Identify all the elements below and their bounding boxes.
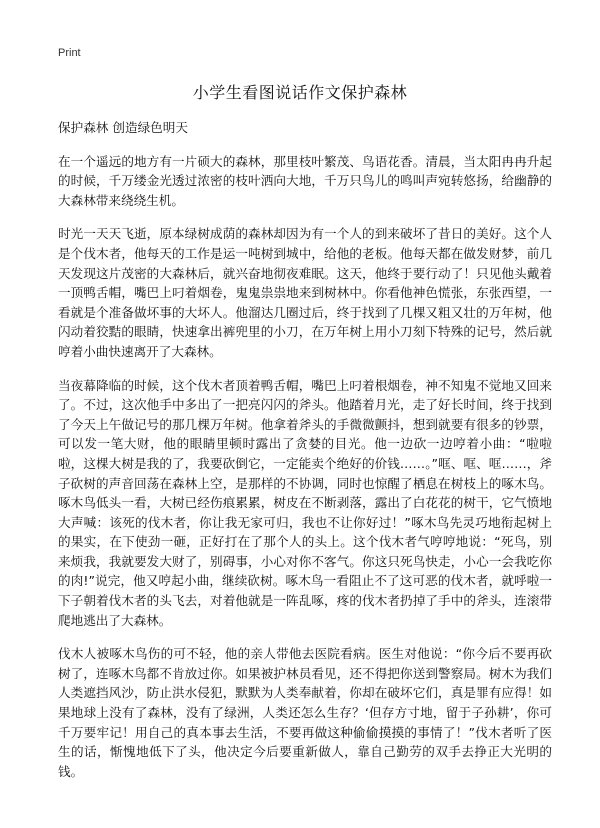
article-body: [58, 118, 552, 795]
page-title: 小学生看图说话作文保护森林: [192, 83, 408, 102]
article-paragraph: 当夜幕降临的时候，这个伐木者顶着鸭舌帽，嘴巴上叼着根烟卷，神不知鬼不觉地又回来了。不过，这次他手中多出了一把亮闪闪的斧头。他踏着月光，走了好长时间，终于找到了今天上午做记号的那几棵万年树。他拿着斧头的手微微颤抖，想到就要有很多的钞票，可以发一笔大财，他的眼睛里顿时露出了贪婪的目光。他一边砍一边哼着小曲：“啦啦啦，这棵大树是我的了，我要砍倒它，一定能卖个绝好的价钱……。”哐、哐、哐……，斧子砍树的声音回荡在森林上空，是那样的不协调，同时也惊醒了栖息在树枝上的啄木鸟。啄木鸟低头一看，大树已经伤痕累累，树皮在不断剥落，露出了白花花的树干，它气愤地大声喊：该死的伐木者，你让我无家可归，我也不让你好过！”啄木鸟先灵巧地衔起树上的果实，在下使劲一砸，正好打在了那个人的头上。这个伐木者气哼哼地说：“死鸟，别来烦我，我就要发大财了，别碍事，小心对你不客气。你这只死鸟快走，小心一会我吃你的肉!”说完，他又哼起小曲，继续砍树。啄木鸟一看阻止不了这可恶的伐木者，就呼啦一下子朝着伐木者的头飞去，对着他就是一阵乱啄，疼的伐木者扔掉了手中的斧头，连滚带爬地逃出了大森林。: [58, 377, 552, 628]
article-paragraph: 时光一天天飞逝，原本绿树成荫的森林却因为有一个人的到来破坏了昔日的美好。这个人是个伐木者，他每天的工作是运一吨树到城中，给他的老板。他每天都在做发财梦，前几天发现这片茂密的大森林后，就兴奋地彻夜难眠。这天，他终于要行动了！只见他头戴着一顶鸭舌帽，嘴巴上叼着烟卷，鬼鬼祟祟地来到树林中。你看他神色慌张，东张西望，一看就是个准备做坏事的大坏人。他溜达几圈过后，终于找到了几棵又粗又壮的万年树，他闪动着狡黠的眼睛，快速拿出裤兜里的小刀，在万年树上用小刀刻下特殊的记号，然后就哼着小曲快速离开了大森林。: [58, 226, 552, 359]
print-link[interactable]: Print: [58, 47, 81, 59]
article-subtitle: 保护森林 创造绿色明天: [58, 120, 188, 135]
article-paragraph: 伐木人被啄木鸟伤的可不轻，他的亲人带他去医院看病。医生对他说：“你今后不要再砍树了，连啄木鸟都不肯放过你。如果被护林员看见，还不得把你送到警察局。树木为我们人类遮挡风沙，防止洪水侵犯，默默为人类奉献着，你却在破坏它们，真是罪有应得！如果地球上没有了森林，没有了绿洲，人类还怎么生存？‘但存方寸地，留于子孙耕’，你可千万要牢记！用自己的真本事去生活，不要再做这种偷偷摸摸的事情了！”伐木者听了医生的话，惭愧地低下了头，他决定今后要重新做人，靠自己勤劳的双手去挣正大光明的钱。: [58, 646, 552, 779]
article-paragraph: 在一个遥远的地方有一片硕大的森林，那里枝叶繁茂、鸟语花香。清晨，当太阳冉冉升起的时候，千万缕金光透过浓密的枝叶洒向大地，千万只鸟儿的鸣叫声宛转悠扬，给幽静的大森林带来绕绕生机。: [58, 153, 552, 208]
